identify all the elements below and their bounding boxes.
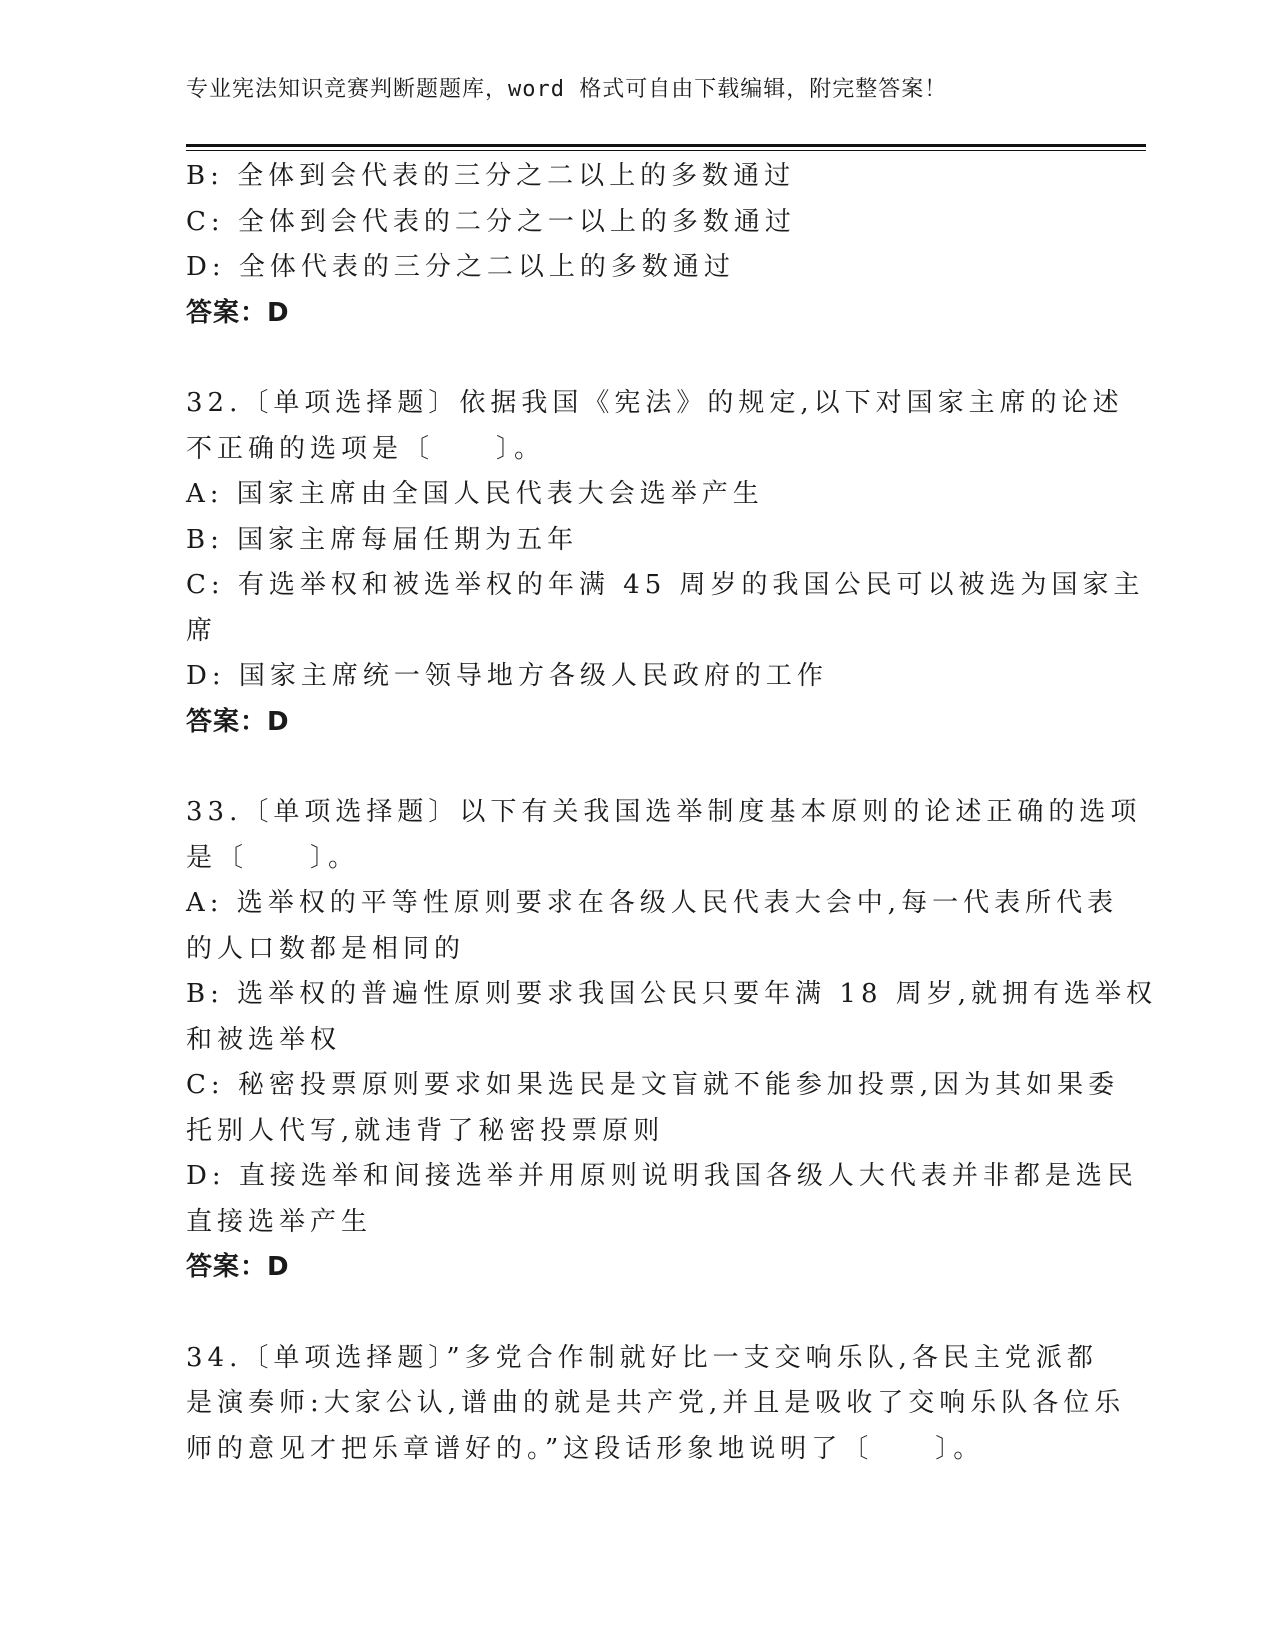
question-32 [186,381,1145,745]
option-line: A: 选举权的平等性原则要求在各级人民代表大会中,每一代表所代表 [186,888,1119,918]
question-text-line: 不正确的选项是〔 〕。 [186,433,546,464]
option-line: C: 秘密投票原则要求如果选民是文盲就不能参加投票,因为其如果委 [186,1070,1120,1100]
option-line: 直接选举产生 [186,1206,373,1237]
option-line: A: 国家主席由全国人民代表大会选举产生 [186,479,764,509]
header-rule-thin [186,150,1146,151]
question-text-line: 是演奏师:大家公认,谱曲的就是共产党,并且是吸收了交响乐队各位乐 [186,1388,1126,1418]
option-line: D: 直接选举和间接选举并用原则说明我国各级人大代表并非都是选民 [186,1161,1138,1191]
option-line: 托别人代写,就违背了秘密投票原则 [186,1115,665,1146]
option-line: B: 全体到会代表的三分之二以上的多数通过 [186,161,796,191]
question-31-continuation [186,154,1066,336]
page-header: 专业宪法知识竞赛判断题题库，word 格式可自由下载编辑，附完整答案！ [186,77,948,102]
option-line: C: 有选举权和被选举权的年满 45 周岁的我国公民可以被选为国家主 [186,570,1145,600]
option-line: 的人口数都是相同的 [186,933,466,964]
question-33 [186,790,1158,1291]
question-text-line: 是〔 〕。 [186,842,360,873]
option-line: D: 国家主席统一领导地方各级人民政府的工作 [186,661,828,691]
option-line: 席 [186,615,218,646]
answer-line: 答案：D [186,1252,290,1282]
document-body [186,154,1158,1472]
answer-line: 答案：D [186,706,290,737]
question-text-line: 32.〔单项选择题〕依据我国《宪法》的规定,以下对国家主席的论述 [186,388,1124,418]
header-rule-thick [186,144,1146,147]
option-line: C: 全体到会代表的二分之一以上的多数通过 [186,206,796,237]
option-line: D: 全体代表的三分之二以上的多数通过 [186,252,735,282]
option-line: B: 选举权的普遍性原则要求我国公民只要年满 18 周岁,就拥有选举权 [186,979,1158,1009]
question-34 [186,1336,1126,1473]
option-line: 和被选举权 [186,1024,342,1055]
option-line: B: 国家主席每届任期为五年 [186,524,579,555]
question-text-line: 师的意见才把乐章谱好的。”这段话形象地说明了〔 〕。 [186,1433,985,1464]
question-text-line: 34.〔单项选择题〕”多党合作制就好比一支交响乐队,各民主党派都 [186,1342,1098,1373]
answer-line: 答案：D [186,297,290,328]
question-text-line: 33.〔单项选择题〕以下有关我国选举制度基本原则的论述正确的选项 [186,797,1142,827]
